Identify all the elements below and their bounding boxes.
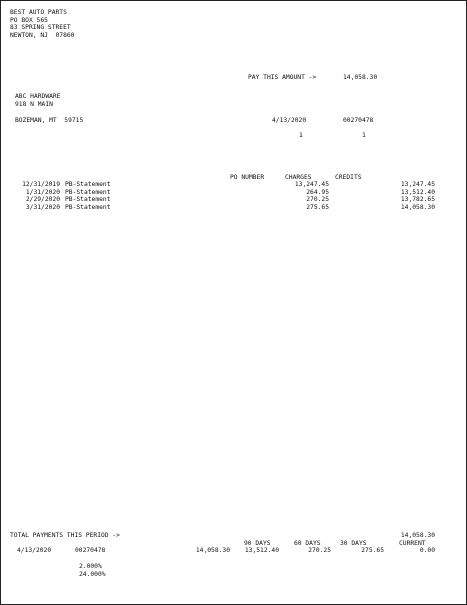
statement-line — [1, 204, 466, 212]
statement-lines — [1, 181, 466, 213]
line-date: 12/31/2019 — [22, 181, 60, 188]
sender-name: BEST AUTO PARTS — [10, 9, 67, 16]
aging-90-days: 13,512.40 — [244, 547, 279, 554]
pay-amount-value: 14,058.30 — [343, 74, 378, 81]
aging-header-30-days: 30 DAYS — [340, 540, 367, 547]
line-date: 3/31/2020 — [25, 203, 60, 211]
statement-line — [1, 196, 466, 204]
line-date: 2/29/2020 — [25, 196, 60, 203]
line-balance: 14,058.30 — [400, 203, 435, 211]
statement-date: 4/13/2020 — [272, 117, 307, 124]
aging-30-days: 275.65 — [361, 547, 384, 554]
line-description: PB-Statement — [65, 203, 111, 211]
aging-header-current: CURRENT — [399, 540, 426, 547]
customer-street: 918 N MAIN — [15, 100, 53, 108]
finance-rate-annual: 24.000% — [79, 571, 106, 578]
line-charges: 13,247.45 — [294, 181, 329, 188]
finance-rate-monthly: 2.000% — [79, 563, 102, 570]
line-balance: 13,247.45 — [400, 181, 435, 188]
line-balance: 13,782.65 — [400, 196, 435, 203]
aging-header-90-days: 90 DAYS — [244, 540, 271, 547]
line-charges: 275.65 — [306, 203, 329, 211]
pay-amount-label: PAY THIS AMOUNT -> — [248, 74, 317, 81]
footer-date: 4/13/2020 — [17, 547, 52, 554]
column-header-po-number: PO NUMBER — [230, 174, 265, 181]
line-charges: 264.95 — [306, 188, 329, 196]
page-number-left: 1 — [299, 132, 303, 139]
line-balance: 13,512.40 — [400, 188, 435, 196]
footer-total: 14,058.30 — [195, 547, 230, 554]
sender-line3: NEWTON, NJ 07860 — [10, 31, 75, 39]
page-number-right: 1 — [362, 132, 366, 139]
column-header-charges: CHARGES — [285, 174, 312, 181]
aging-header-60-days: 60 DAYS — [294, 540, 321, 547]
line-date: 1/31/2020 — [25, 188, 60, 196]
column-header-credits: CREDITS — [335, 174, 362, 181]
sender-line2: 83 SPRING STREET — [10, 24, 71, 31]
customer-city: BOZEMAN, MT 59715 — [15, 117, 84, 124]
aging-current: 0.00 — [419, 547, 435, 554]
customer-address — [15, 93, 61, 108]
total-due-amount: 14,058.30 — [400, 532, 435, 539]
line-description: PB-Statement — [65, 188, 111, 196]
aging-60-days: 270.25 — [308, 547, 331, 554]
account-number: 00270478 — [343, 117, 374, 124]
line-description: PB-Statement — [65, 181, 111, 188]
statement-line — [1, 189, 466, 197]
sender-address — [10, 9, 74, 39]
footer-account: 00270478 — [75, 547, 106, 554]
total-payments-label: TOTAL PAYMENTS THIS PERIOD -> — [10, 532, 120, 539]
line-description: PB-Statement — [65, 196, 111, 203]
line-charges: 270.25 — [306, 196, 329, 203]
statement-line — [1, 181, 466, 189]
sender-line1: PO BOX 565 — [10, 16, 48, 24]
customer-name: ABC HARDWARE — [15, 93, 61, 100]
